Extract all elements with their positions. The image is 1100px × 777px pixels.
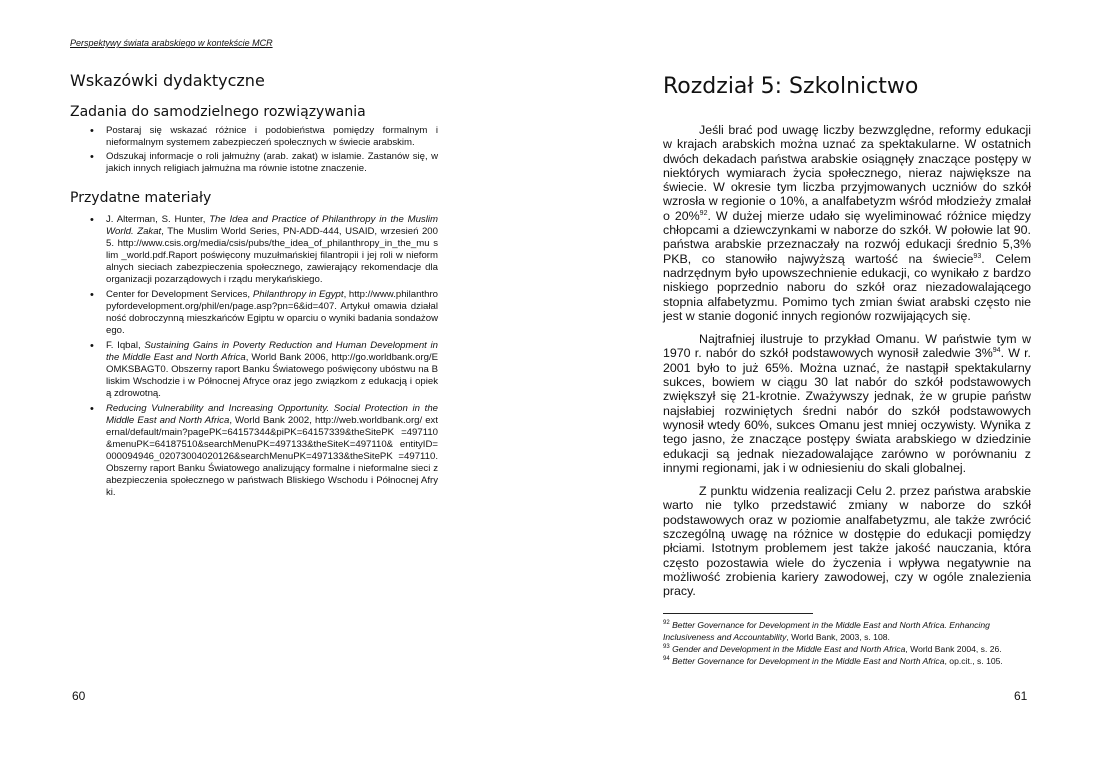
- footnote-ref: 93: [973, 252, 982, 260]
- list-item: • Odszukaj informacje o roli jałmużny (arab. zakat) w islamie. Zastanów się, w jakich innych religiach jałmużna ma równie istotne znaczenie.: [88, 151, 438, 175]
- material-text: , World Bank 2006, http://go.worldbank.org/EOMKSBAGT0. Obszerny raport Banku Światowego poświęcony ubóstwu na Bliskim Wschodzie i w Północnej Afryce oraz jego związkom z edukacją i opieką zdrowotną.: [106, 352, 438, 399]
- material-text: F. Iqbal,: [106, 340, 145, 351]
- footnote: [663, 655, 1031, 667]
- footnote-ref: 94: [992, 347, 1001, 355]
- footnote-title: Better Governance for Development in the Middle East and North Africa: [672, 656, 945, 666]
- footnote-text: , op.cit., s. 105.: [944, 656, 1003, 666]
- footnote-number: 92: [663, 620, 670, 627]
- page-number: 61: [1014, 689, 1028, 703]
- paragraph: [663, 332, 1031, 475]
- list-item: [88, 214, 438, 286]
- page-title: Wskazówki dydaktyczne: [70, 71, 265, 90]
- material-text: , World Bank 2002, http://web.worldbank.org/ external/default/main?pagePK=64157344&piPK=64157339&theSitePK =497110&menuPK=64187510&searchMenuPK=497133&theSiteK=497110& entityID=000094946_02073004020126&searchMenuPK=497133&theSitePK =497110. Obszerny raport Banku Światowego analizujący formalne i nieformalne sieci zabezpieczenia społecznego w państwach Bliskiego Wschodu i Północnej Afryki.: [106, 415, 438, 498]
- body-text: [663, 123, 1031, 608]
- footnote-title: Better Governance for Development in the Middle East and North Africa. Enhancing Inclusiveness and Accountability: [663, 620, 990, 642]
- material-text: , http://www.philanthropyfordevelopment.org/phil/en/page.asp?pn=6&id=407. Artykuł omawia działalność dobroczynną mieszkańców Egiptu w oparciu o wyniki badania sondażowego.: [106, 289, 438, 336]
- material-text: J. Alterman, S. Hunter,: [106, 214, 210, 225]
- material-title: Sustaining Gains in Poverty Reduction and Human Development in the Middle East and North Africa: [106, 340, 439, 363]
- text: Najtrafniej ilustruje to przykład Omanu. W państwie tym w 1970 r. nabór do szkół podstawowych wynosił zaledwie 3%: [663, 332, 1031, 361]
- footnote-title: Gender and Development in the Middle East and North Africa: [672, 644, 906, 654]
- footnote-rule: [663, 613, 813, 614]
- text: Jeśli brać pod uwagę liczby bezwzględne, reformy edukacji w krajach arabskich można uznać za spektakularne. W ostatnich dwóch dekadach państwa arabskie osiągnęły znaczące postępy w niektórych wymiarach życia społecznego, nieraz największe na świecie. W okresie tym liczba przyjmowanych uczniów do szkół wzrosła w regionie o 10%, a analfabetyzm wśród młodzieży zmalał o 20%: [663, 123, 1031, 223]
- chapter-title: Rozdział 5: Szkolnictwo: [663, 74, 919, 99]
- footnote-text: , World Bank 2004, s. 26.: [905, 644, 1002, 654]
- running-head: Perspektywy świata arabskiego w kontekście MCR: [70, 38, 273, 48]
- tasks-list: [88, 125, 438, 177]
- footnote-number: 93: [663, 644, 670, 651]
- section-title-tasks: Zadania do samodzielnego rozwiązywania: [70, 104, 366, 120]
- material-title: Philanthropy in Egypt: [252, 289, 344, 300]
- text: . Celem nadrzędnym było upowszechnienie edukacji, co wynikało z bardzo niskiego poprzednio naboru do szkół oraz niezadowalającego stopnia alfabetyzmu. Pomimo tych zmian świat arabski często nie jest w stanie dogonić innych regionów rozwijających się.: [663, 251, 1031, 323]
- material-title: The Idea and Practice of Philanthropy in the Muslim World. Zakat: [106, 214, 438, 237]
- material-text: , The Muslim World Series, PN-ADD-444, USAID, wrzesień 2005. http://www.csis.org/media/csis/pubs/the_idea_of_philanthropy_in_the_mu slim _world.pdf.Raport poświęcony muzułmańskiej filantropii i jej roli w nieformalnych sieciach zabezpieczenia społecznego, zawierający rekomendacje dla organizacji pozarządowych i rządu merykańskiego.: [106, 226, 438, 285]
- list-item: • Postaraj się wskazać różnice i podobieństwa pomiędzy formalnym i nieformalnym systemem zabezpieczeń społecznych w świecie arabskim.: [88, 125, 438, 149]
- material-title: Reducing Vulnerability and Increasing Opportunity. Social Protection in the Middle East and North Africa: [106, 403, 438, 426]
- footnote: [663, 643, 1031, 655]
- materials-list: [88, 214, 438, 502]
- text: . W dużej mierze udało się wyeliminować różnice między chłopcami a dziewczynkami w naborze do szkół. W połowie lat 90. państwa arabskie przeznaczały na rozwój edukacji średnio 5,3% PKB, co stanowiło najwyższą wartość na świecie: [663, 208, 1031, 266]
- footnotes: [663, 619, 1031, 667]
- footnote-number: 94: [663, 656, 670, 663]
- paragraph: Z punktu widzenia realizacji Celu 2. przez państwa arabskie warto nie tylko przedstawić zmiany w naborze do szkół podstawowych oraz w poziomie analfabetyzmu, ale także zwrócić szczególną uwagę na różnice w dostępie do edukacji pomiędzy płciami. Istotnym problemem jest także jakość nauczania, która często pozostawia wiele do życzenia i wpływa negatywnie na możliwość zrobienia kariery zawodowej, czy w ogóle znalezienia pracy.: [663, 484, 1031, 599]
- footnote-text: , World Bank, 2003, s. 108.: [786, 632, 890, 642]
- page-number: 60: [72, 689, 86, 703]
- paragraph: [663, 123, 1031, 323]
- footnote-ref: 92: [699, 209, 708, 217]
- text: . W r. 2001 było to już 65%. Można uznać, że nastąpił spektakularny sukces, bowiem w ciągu 30 lat nabór do szkół podstawowych zwiększył się 21-krotnie. Zważywszy jednak, że w grupie państw najsłabiej rozwiniętych średni nabór do szkół podstawowych wynosił wtedy 60%, sukces Omanu jest mniej oczywisty. Wynika z tego jasno, że znaczące postępy świata arabskiego w dziedzinie edukacji są jednak niezadowalające zarówno w porównaniu z innymi regionami, jak i w odniesieniu do skali globalnej.: [663, 346, 1031, 475]
- footnote: [663, 619, 1031, 643]
- material-text: Center for Development Services,: [106, 289, 253, 300]
- list-item: [88, 340, 438, 400]
- list-item: [88, 403, 438, 499]
- section-title-materials: Przydatne materiały: [70, 190, 212, 206]
- list-item: [88, 289, 438, 337]
